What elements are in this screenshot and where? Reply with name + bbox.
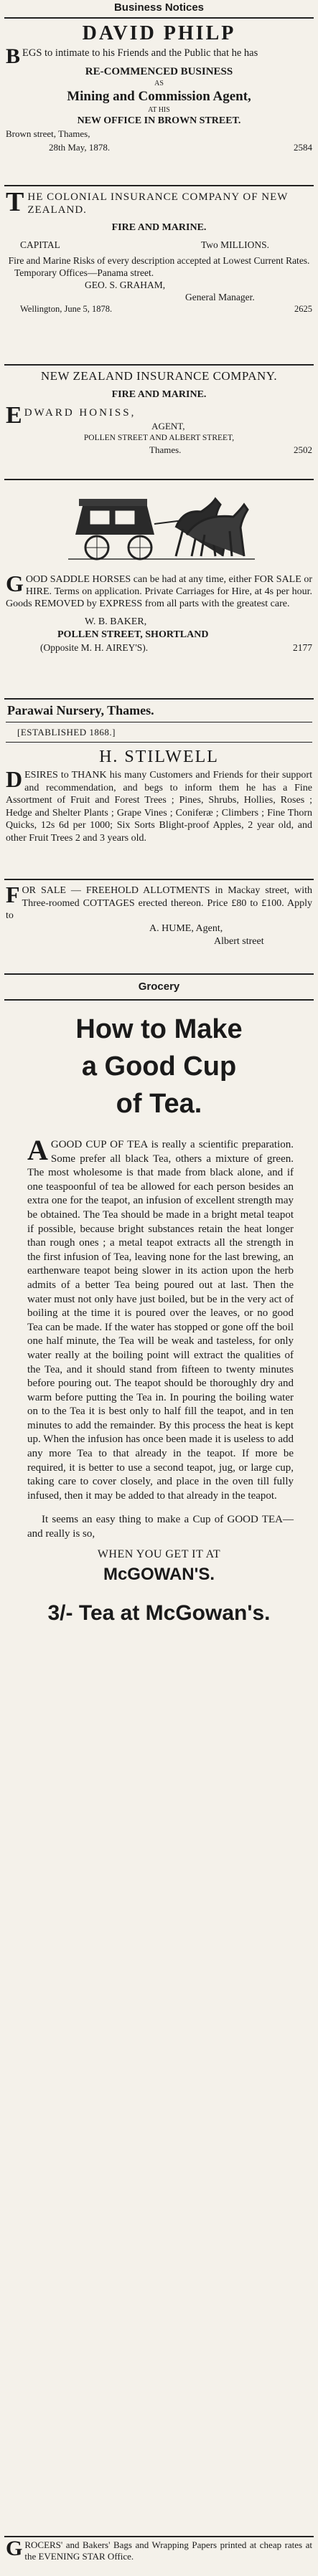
ad-headline: a Good Cup: [81, 1051, 237, 1082]
ad-line: [ESTABLISHED 1868.]: [17, 727, 116, 738]
ad-number: 2177: [293, 642, 312, 653]
ad-line: AS: [154, 80, 164, 87]
divider: [4, 879, 314, 880]
coach-illustration: [68, 485, 255, 567]
divider: [4, 17, 314, 19]
ad-parawai: [6, 702, 312, 844]
ad-line: WHEN YOU GET IT AT: [97, 1547, 221, 1560]
ad-value: Two MILLIONS.: [200, 239, 269, 250]
divider: [6, 742, 312, 743]
ad-baker: [6, 573, 312, 654]
ad-text: Fire and Marine Risks of every description accepted at Lowest Current Rates.: [8, 255, 310, 266]
drop-cap: G: [6, 2537, 23, 2560]
ad-address: POLLEN STREET, SHORTLAND: [57, 629, 209, 640]
drop-cap: E: [6, 402, 22, 429]
ad-line: RE-COMMENCED BUSINESS: [85, 66, 233, 77]
divider: [4, 185, 314, 186]
ad-shop-name: McGOWAN'S.: [103, 1564, 215, 1584]
ad-title: NEW ZEALAND INSURANCE COMPANY.: [40, 369, 278, 383]
ad-text: It seems an easy thing to make a Cup of GOOD TEA—and really is so,: [27, 1514, 294, 1540]
drop-cap: B: [6, 44, 21, 68]
ad-name: W. B. BAKER,: [85, 616, 147, 627]
divider: [4, 364, 314, 366]
drop-cap: T: [6, 187, 25, 217]
divider: [4, 973, 314, 975]
ad-colonial: [6, 187, 312, 315]
divider: [4, 698, 314, 700]
ad-name: A. HUME, Agent,: [149, 922, 223, 934]
ad-name: H. STILWELL: [99, 748, 219, 766]
ad-line: AGENT,: [151, 421, 185, 431]
ad-number: 2502: [294, 444, 312, 455]
ad-date: Wellington, June 5, 1878.: [20, 304, 113, 314]
ad-line: (Opposite M. H. AIREY'S).: [40, 642, 149, 653]
divider: [4, 2536, 314, 2537]
ad-address: POLLEN STREET AND ALBERT STREET,: [83, 434, 235, 442]
ad-line: NEW OFFICE IN BROWN STREET.: [77, 115, 241, 126]
ad-text: ROCERS' and Bakers' Bags and Wrapping Papers printed at cheap rates at the EVENING STAR Office.: [24, 2539, 312, 2562]
ad-text: Temporary Offices—Panama street.: [14, 267, 154, 278]
ad-signature-title: General Manager.: [185, 292, 255, 302]
ad-tea: [6, 1011, 312, 1633]
drop-cap: G: [6, 571, 24, 596]
section-heading: Grocery: [138, 981, 180, 993]
ad-address: Brown street, Thames,: [6, 128, 90, 139]
ad-philp: [6, 22, 312, 154]
ad-title: Parawai Nursery, Thames.: [7, 703, 154, 717]
ad-number: 2625: [294, 304, 312, 314]
ad-text: EGS to intimate to his Friends and the Public that he has: [22, 47, 258, 59]
ad-headline: of Tea.: [116, 1089, 202, 1119]
ad-bags: [6, 2539, 312, 2562]
ad-line: FIRE AND MARINE.: [111, 389, 207, 400]
ad-line: Mining and Commission Agent,: [67, 89, 251, 104]
ad-price: 3/- Tea at McGowan's.: [47, 1601, 271, 1625]
section-heading: Business Notices: [113, 1, 205, 14]
divider: [4, 999, 314, 1001]
ad-line: AT HIS: [148, 106, 170, 114]
ad-nz-insurance: [6, 368, 312, 456]
ad-text: OOD SADDLE HORSES can be had at any time, either FOR SALE or HIRE. Terms on application. Private Carriages for Hire, at 4s per hour. Goods REMOVED by EXPRESS from all parts with the greatest care.: [6, 574, 312, 609]
ad-headline: How to Make: [75, 1014, 243, 1044]
ad-title: HE COLONIAL INSURANCE COMPANY OF NEW ZEALAND.: [27, 191, 289, 216]
ad-number: 2584: [294, 142, 312, 153]
ad-label: CAPITAL: [20, 239, 60, 250]
ad-allotments: [6, 884, 312, 948]
ad-date: 28th May, 1878.: [49, 142, 111, 153]
ad-text: ESIRES to THANK his many Customers and Friends for their support and recommendation, and begs to inform them he has a Fine Assortment of Fruit and Forest Trees ; Pines, Shrubs, Hollies, Roses ; Hedge and Shelter Plants ; Grape Vines ; Coniferæ ; Climbers ; Fine Thorn Quicks, 12s 6d per 1000; Six Sorts Blight-proof Apples, 2 year old, and other Fruit Trees 2 and 3 years old.: [6, 770, 312, 844]
ad-title: DAVID PHILP: [82, 22, 236, 44]
ad-agent-name: DWARD HONISS,: [24, 407, 136, 419]
divider: [4, 479, 314, 480]
ad-signature: GEO. S. GRAHAM,: [85, 280, 166, 290]
drop-cap: A: [27, 1134, 48, 1166]
ad-text: OR SALE — FREEHOLD ALLOTMENTS in Mackay street, with Three-roomed COTTAGES erected thereon. Price £80 to £100. Apply to: [6, 885, 312, 921]
ad-line: FIRE AND MARINE.: [111, 222, 207, 233]
ad-text: GOOD CUP OF TEA is really a scientific preparation. Some prefer all black Tea, others a mixture of green. The most wholesome is that made from black alone, and if one teaspoonful of tea be allowed for each person besides an extra one for the teapot, an infusion of excellent strength may be obtained. The Tea should be made in a bright metal teapot if possible, because bright substances retain the heat longer than rough ones ; a metal teapot extracts all the strength in the first infusion of Tea, leaving none for the last brewing, an earthenware teapot being slower in its action upon the herb admits of a better Tea being poured out at last. Then the water must not only have just boiled, but be in the very act of boiling at the time it is poured over the leaves, or no good Tea can be made. If the water has stopped or gone off the boil one half minute, the Tea will be weak and tasteless, for only water really at the boiling point will extract the qualities of the Tea, and it should stand from fifteen to twenty minutes before pouring out. The teapot should be thoroughly dry and warm before putting the Tea in. In pouring the boiling water on to the Tea it is best only to half fill the teapot, and in ten minutes to add the remainder. By this process the heat is kept up. When the infusion has once been made it is useless to add any more Tea to that already in the teapot. If more be required, it is better to use a second teapot, jug, or large cup, taking care to cover closely, and place in the oven till fully infused, then it may be added to that already in the teapot.: [27, 1139, 294, 1502]
ad-town: Thames.: [149, 444, 182, 455]
drop-cap: D: [6, 766, 23, 792]
ad-address: Albert street: [214, 935, 264, 947]
drop-cap: F: [6, 882, 20, 907]
